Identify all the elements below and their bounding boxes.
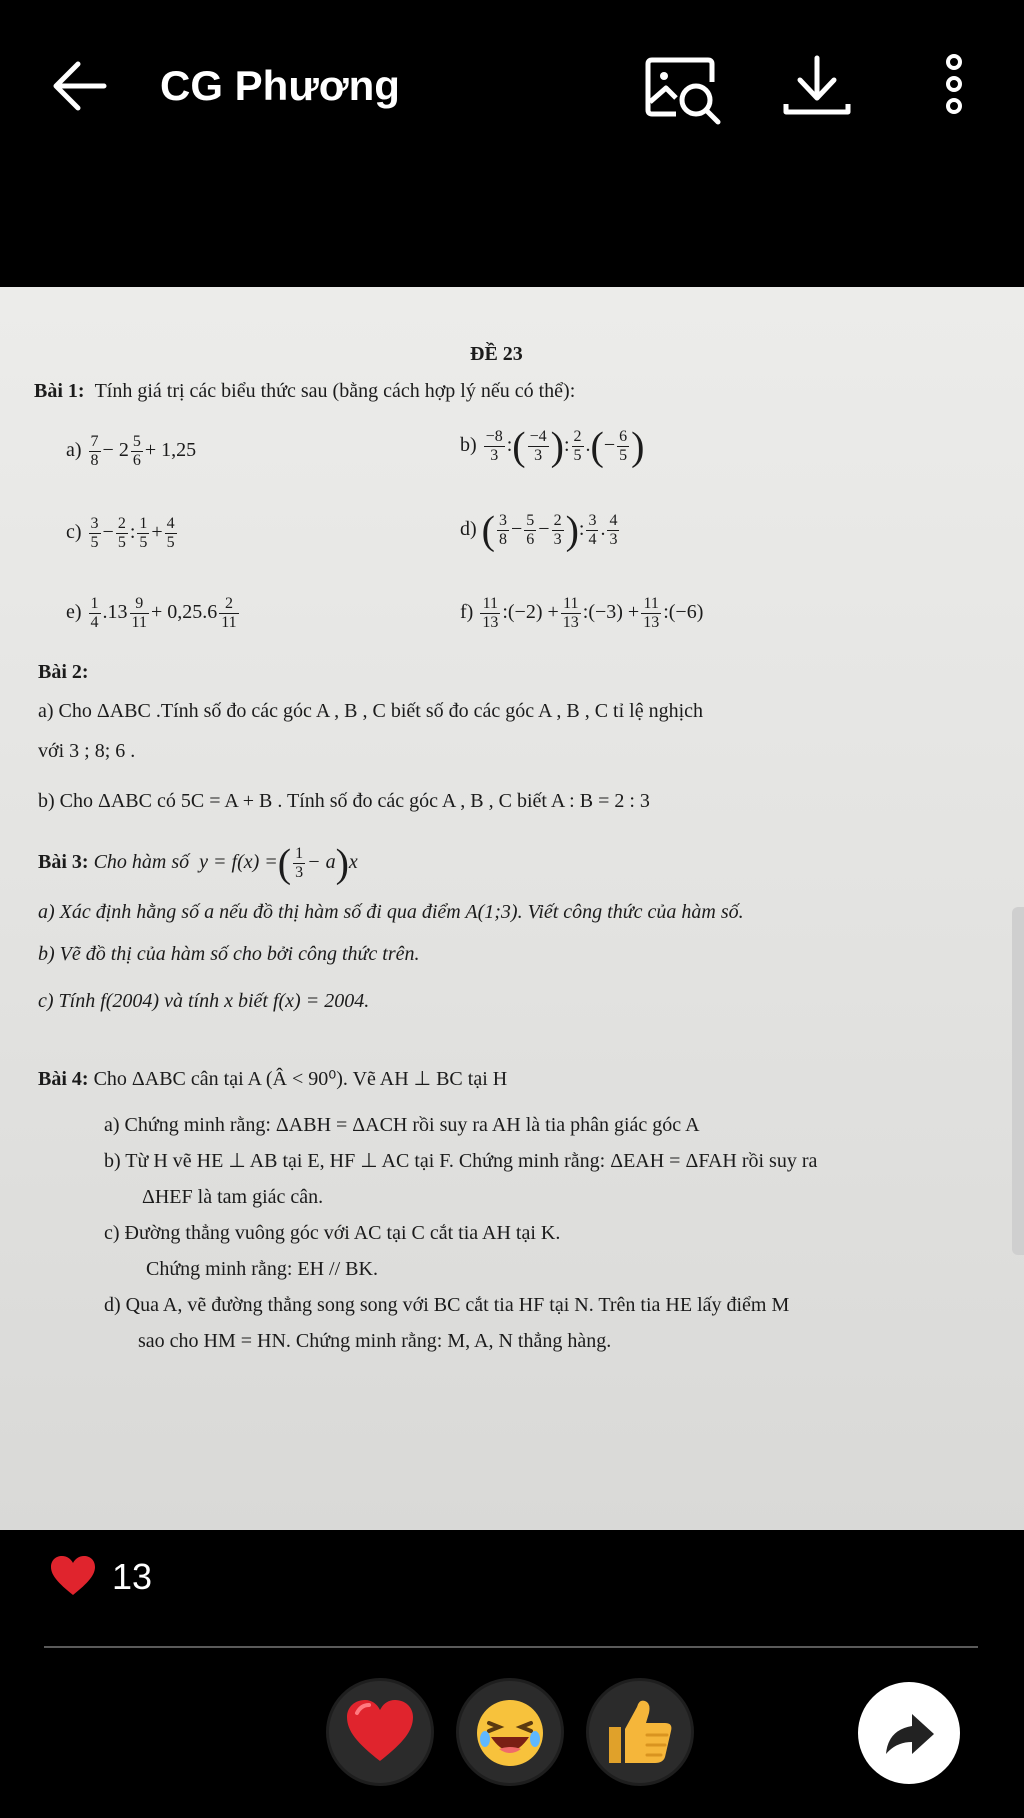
- reaction-heart-button[interactable]: [326, 1678, 434, 1786]
- heart-icon: [50, 1555, 96, 1597]
- worksheet-document: [0, 287, 1024, 1530]
- back-arrow-icon[interactable]: [50, 58, 110, 114]
- bai4-d-line1: d) Qua A, vẽ đường thẳng song song với BC cắt tia HF tại N. Trên tia HE lấy điểm M: [104, 1294, 790, 1316]
- bai2-b-line: b) Cho ΔABC có 5C = A + B . Tính số đo các góc A , B , C biết A : B = 2 : 3: [38, 790, 650, 812]
- bai3-b-line: b) Vẽ đồ thị của hàm số cho bởi công thức trên.: [38, 943, 420, 965]
- bai4-heading: Bài 4: Cho ΔABC cân tại A (Â < 90⁰). Vẽ AH ⊥ BC tại H: [38, 1068, 508, 1090]
- bai1-expr-f: f) $\frac{11}{13}$ :(−2) + $\frac{11}{13}$ :(−3) + $\frac{11}{13}$ :(−6): [460, 594, 704, 631]
- bai3-c-line: c) Tính f(2004) và tính x biết f(x) = 2004.: [38, 990, 370, 1012]
- page-title: CG Phương: [160, 62, 400, 109]
- more-vertical-icon[interactable]: [936, 54, 972, 114]
- share-arrow-icon: [880, 1704, 938, 1762]
- bai1-expr-c: c) $\frac{3}{5}$ − $\frac{2}{5}$ : $\frac{1}{5}$ + $\frac{4}{5}$: [66, 514, 175, 551]
- bai4-b-line2: ΔHEF là tam giác cân.: [142, 1186, 324, 1208]
- bai1-expr-a: a) $\frac{7}{8}$ − 2 $\frac{5}{6}$ + 1,25: [66, 432, 197, 469]
- divider: [44, 1646, 978, 1648]
- bai3-a-line: a) Xác định hằng số a nếu đồ thị hàm số đi qua điểm A(1;3). Viết công thức của hàm số.: [38, 901, 744, 923]
- bai4-c-line1: c) Đường thẳng vuông góc với AC tại C cắt tia AH tại K.: [104, 1222, 561, 1244]
- bai1-expr-b: b) $\frac{-8}{3}$ :( $\frac{-4}{3}$ ): $\frac{2}{5}$ .(− $\frac{6}{5}$ ): [460, 423, 645, 469]
- image-search-icon[interactable]: [644, 54, 722, 126]
- bai4-b-line1: b) Từ H vẽ HE ⊥ AB tại E, HF ⊥ AC tại F. Chứng minh rằng: ΔEAH = ΔFAH rồi suy ra: [104, 1150, 818, 1172]
- bai4-a-line: a) Chứng minh rằng: ΔABH = ΔACH rồi suy ra AH là tia phân giác góc A: [104, 1114, 700, 1136]
- thumbs-up-icon: [603, 1695, 677, 1769]
- bai4-c-line2: Chứng minh rằng: EH // BK.: [146, 1258, 378, 1280]
- reaction-like-button[interactable]: [586, 1678, 694, 1786]
- download-icon[interactable]: [782, 54, 852, 120]
- bai2-a-line1: a) Cho ΔABC .Tính số đo các góc A , B , C biết số đo các góc A , B , C tỉ lệ nghịch: [38, 700, 704, 722]
- likes-count: 13: [112, 1556, 153, 1597]
- bai1-heading: Bài 1: Tính giá trị các biểu thức sau (bằng cách hợp lý nếu có thể):: [34, 380, 576, 402]
- bai1-expr-d: d) ( $\frac{3}{8}$ − $\frac{5}{6}$ − $\frac{2}{3}$ ): $\frac{3}{4}$ . $\frac{4}{3}$: [460, 507, 618, 553]
- bai4-d-line2: sao cho HM = HN. Chứng minh rằng: M, A, N thẳng hàng.: [138, 1330, 612, 1352]
- bai1-expr-e: e) $\frac{1}{4}$ .13 $\frac{9}{11}$ + 0,25.6 $\frac{2}{11}$: [66, 594, 237, 631]
- heart-reaction-icon: [343, 1695, 417, 1769]
- bai2-heading: Bài 2:: [38, 661, 89, 683]
- scroll-handle[interactable]: [1012, 907, 1024, 1255]
- reaction-laugh-button[interactable]: [456, 1678, 564, 1786]
- share-button[interactable]: [858, 1682, 960, 1784]
- bai2-a-line2: với 3 ; 8; 6 .: [38, 740, 136, 762]
- laughing-face-icon: [473, 1695, 547, 1769]
- top-bar: [0, 0, 1024, 170]
- bai3-heading: Bài 3: Cho hàm số y = f(x) =( $\frac{1}{3}$ − a)x: [38, 840, 358, 886]
- worksheet-title: ĐỀ 23: [470, 343, 523, 365]
- post-photo[interactable]: [0, 287, 1024, 1530]
